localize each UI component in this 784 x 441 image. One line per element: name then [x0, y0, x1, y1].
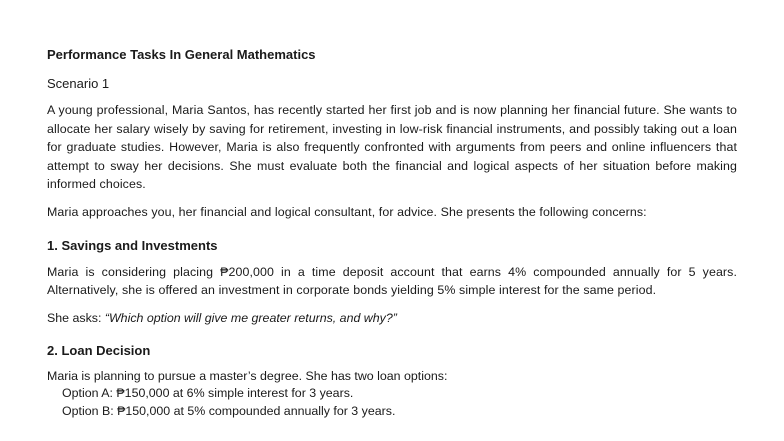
savings-paragraph: Maria is considering placing ₱200,000 in a time deposit account that earns 4% compounded annually for 5 years. Alternatively, she is offered an investment in corporate bonds yielding 5% simple interest for the same period. [47, 264, 737, 298]
section-heading-loan: 2. Loan Decision [47, 342, 151, 358]
document-page [47, 46, 737, 420]
section-heading-savings: 1. Savings and Investments [47, 237, 218, 253]
document-title: Performance Tasks In General Mathematics [47, 47, 316, 62]
scenario-label: Scenario 1 [47, 76, 110, 91]
savings-question [47, 309, 737, 327]
loan-option-a: Option A: ₱150,000 at 6% simple interest for 3 years. [62, 386, 354, 401]
ask-question: “Which option will give me greater returns, and why?” [104, 310, 397, 325]
ask-prefix: She asks: [47, 310, 105, 325]
loan-lead: Maria is planning to pursue a master’s degree. She has two loan options: [47, 368, 448, 383]
loan-option-b: Option B: ₱150,000 at 5% compounded annually for 3 years. [62, 403, 396, 418]
approach-paragraph: Maria approaches you, her financial and logical consultant, for advice. She presents the following concerns: [47, 204, 647, 219]
intro-paragraph: A young professional, Maria Santos, has recently started her first job and is now planning her financial future. She wants to allocate her salary wisely by saving for retirement, investing in low-risk financial instruments, and possibly taking out a loan for graduate studies. However, Maria is also frequently confronted with arguments from peers and online influencers that attempt to sway her decisions. She must evaluate both the financial and logical aspects of her situation before making informed choices. [47, 103, 737, 192]
